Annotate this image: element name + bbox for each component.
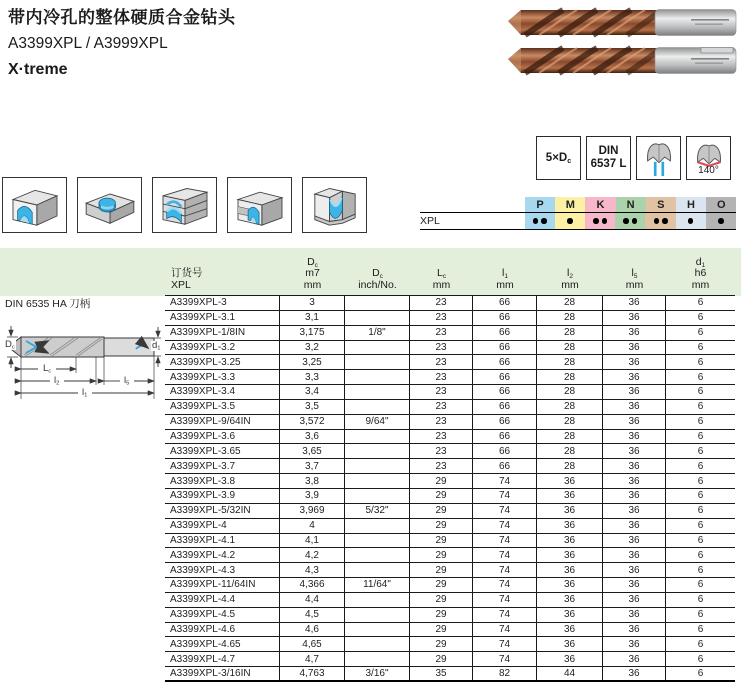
value-cell: 4,366 xyxy=(280,578,345,592)
table-row xyxy=(165,400,735,415)
table-row xyxy=(165,430,735,445)
dim-l1-label: $l_1$ xyxy=(82,387,88,399)
order-number-cell: A3399XPL-3.25 xyxy=(165,355,280,369)
material-suitability-table xyxy=(420,197,736,230)
value-cell: 36 xyxy=(537,637,603,651)
value-cell: 23 xyxy=(410,385,473,399)
value-cell: 3,5 xyxy=(280,400,345,414)
value-cell: 36 xyxy=(603,430,666,444)
value-cell xyxy=(345,444,410,458)
material-letter: N xyxy=(616,197,646,212)
value-cell: 3,175 xyxy=(280,326,345,340)
value-cell: 36 xyxy=(537,474,603,488)
table-row xyxy=(165,370,735,385)
value-cell: 29 xyxy=(410,608,473,622)
value-cell: 82 xyxy=(473,667,537,680)
table-header-row xyxy=(165,248,735,296)
value-cell: 11/64" xyxy=(345,578,410,592)
table-row xyxy=(165,504,735,519)
order-number-cell: A3399XPL-5/32IN xyxy=(165,504,280,518)
value-cell: 6 xyxy=(697,341,704,353)
value-cell: 35 xyxy=(410,667,473,680)
order-number-cell: A3399XPL-3.2 xyxy=(165,341,280,355)
column-header: $d_1$ h6 mm xyxy=(691,255,710,291)
length-ratio-label: $5\times D_c$ xyxy=(545,151,572,165)
order-number-cell: A3399XPL-9/64IN xyxy=(165,415,280,429)
value-cell: 4,5 xyxy=(280,608,345,622)
table-row xyxy=(165,311,735,326)
value-cell: 66 xyxy=(473,400,537,414)
value-cell: 6 xyxy=(697,431,704,443)
value-cell: 6 xyxy=(697,638,704,650)
value-cell: 29 xyxy=(410,563,473,577)
value-cell: 36 xyxy=(537,578,603,592)
order-number-cell: A3399XPL-4.65 xyxy=(165,637,280,651)
value-cell: 4,7 xyxy=(280,652,345,666)
value-cell: 74 xyxy=(473,534,537,548)
value-cell xyxy=(345,385,410,399)
order-number-cell: A3399XPL-3.3 xyxy=(165,370,280,384)
material-letter: H xyxy=(676,197,706,212)
page-title: 带内冷孔的整体硬质合金钻头 xyxy=(8,8,236,27)
table-row xyxy=(165,474,735,489)
value-cell: 29 xyxy=(410,489,473,503)
value-cell: 74 xyxy=(473,474,537,488)
order-number-cell: A3399XPL-4.2 xyxy=(165,548,280,562)
value-cell xyxy=(345,519,410,533)
value-cell: 36 xyxy=(603,548,666,562)
value-cell xyxy=(345,593,410,607)
application-icons xyxy=(2,177,367,233)
value-cell xyxy=(345,474,410,488)
material-dots xyxy=(525,213,736,229)
value-cell: 74 xyxy=(473,593,537,607)
value-cell xyxy=(345,534,410,548)
dim-dc-label: $D_c$ xyxy=(5,339,15,351)
value-cell: 66 xyxy=(473,296,537,310)
order-number-cell: A3399XPL-4.1 xyxy=(165,534,280,548)
value-cell xyxy=(345,623,410,637)
value-cell: 36 xyxy=(603,355,666,369)
table-row xyxy=(165,623,735,638)
feature-badges xyxy=(536,136,731,180)
material-letter: K xyxy=(585,197,615,212)
value-cell xyxy=(345,489,410,503)
value-cell: 23 xyxy=(410,459,473,473)
value-cell: 29 xyxy=(410,504,473,518)
value-cell: 4,65 xyxy=(280,637,345,651)
value-cell xyxy=(345,355,410,369)
material-rating xyxy=(525,213,555,229)
value-cell xyxy=(345,652,410,666)
table-row xyxy=(165,519,735,534)
value-cell: 36 xyxy=(603,608,666,622)
value-cell: 6 xyxy=(697,356,704,368)
value-cell: 3,2 xyxy=(280,341,345,355)
point-angle-badge xyxy=(686,136,731,180)
value-cell: 36 xyxy=(537,563,603,577)
value-cell: 29 xyxy=(410,623,473,637)
value-cell: 36 xyxy=(603,296,666,310)
value-cell xyxy=(345,400,410,414)
value-cell: 74 xyxy=(473,548,537,562)
value-cell: 36 xyxy=(603,370,666,384)
value-cell: 3,1 xyxy=(280,311,345,325)
value-cell: 6 xyxy=(697,549,704,561)
value-cell: 36 xyxy=(603,623,666,637)
value-cell: 29 xyxy=(410,593,473,607)
value-cell: 36 xyxy=(537,534,603,548)
value-cell: 6 xyxy=(697,386,704,398)
value-cell: 3/16" xyxy=(345,667,410,680)
order-number-cell: A3399XPL-1/8IN xyxy=(165,326,280,340)
value-cell: 29 xyxy=(410,548,473,562)
value-cell: 28 xyxy=(537,385,603,399)
material-row-label: XPL xyxy=(420,215,440,227)
material-rating xyxy=(615,213,645,229)
value-cell: 4,6 xyxy=(280,623,345,637)
material-letter: M xyxy=(555,197,585,212)
value-cell: 36 xyxy=(537,623,603,637)
value-cell: 66 xyxy=(473,370,537,384)
value-cell: 36 xyxy=(603,578,666,592)
value-cell: 29 xyxy=(410,578,473,592)
value-cell: 6 xyxy=(697,371,704,383)
value-cell: 6 xyxy=(697,475,704,487)
value-cell: 6 xyxy=(697,534,704,546)
value-cell: 1/8" xyxy=(345,326,410,340)
value-cell: 3,8 xyxy=(280,474,345,488)
value-cell xyxy=(345,370,410,384)
value-cell: 36 xyxy=(537,652,603,666)
value-cell: 23 xyxy=(410,370,473,384)
value-cell: 36 xyxy=(537,504,603,518)
column-header: $l_1$ mm xyxy=(496,267,514,291)
material-rating xyxy=(706,213,736,229)
table-row xyxy=(165,637,735,652)
value-cell xyxy=(345,637,410,651)
value-cell: 3,7 xyxy=(280,459,345,473)
order-number-cell: A3399XPL-3.1 xyxy=(165,311,280,325)
value-cell: 6 xyxy=(697,490,704,502)
value-cell: 6 xyxy=(697,327,704,339)
value-cell: 5/32" xyxy=(345,504,410,518)
value-cell: 28 xyxy=(537,355,603,369)
table-row xyxy=(165,355,735,370)
order-number-cell: A3399XPL-3.6 xyxy=(165,430,280,444)
value-cell: 28 xyxy=(537,296,603,310)
through-hole-icon xyxy=(2,177,67,233)
table-row xyxy=(165,578,735,593)
material-rating-row xyxy=(420,212,736,230)
order-number-cell: A3399XPL-3 xyxy=(165,296,280,310)
value-cell: 74 xyxy=(473,519,537,533)
value-cell: 3,6 xyxy=(280,430,345,444)
value-cell: 36 xyxy=(603,637,666,651)
value-cell: 36 xyxy=(537,608,603,622)
value-cell: 23 xyxy=(410,326,473,340)
value-cell: 36 xyxy=(603,534,666,548)
value-cell: 28 xyxy=(537,400,603,414)
order-number-cell: A3399XPL-3.8 xyxy=(165,474,280,488)
value-cell: 6 xyxy=(697,445,704,457)
order-number-cell: A3399XPL-4.6 xyxy=(165,623,280,637)
convex-surface-icon xyxy=(302,177,367,233)
point-angle-label: 140° xyxy=(698,164,719,176)
value-cell: 36 xyxy=(537,593,603,607)
value-cell xyxy=(345,430,410,444)
value-cell: 36 xyxy=(603,400,666,414)
value-cell: 29 xyxy=(410,652,473,666)
value-cell xyxy=(345,311,410,325)
value-cell: 36 xyxy=(603,474,666,488)
order-number-cell: A3399XPL-4.7 xyxy=(165,652,280,666)
value-cell: 28 xyxy=(537,444,603,458)
value-cell: 28 xyxy=(537,311,603,325)
value-cell: 4,2 xyxy=(280,548,345,562)
value-cell: 6 xyxy=(697,579,704,591)
table-row xyxy=(165,444,735,459)
column-header: $D_c$ inch/No. xyxy=(358,267,397,291)
value-cell: 36 xyxy=(537,519,603,533)
value-cell: 3,25 xyxy=(280,355,345,369)
dim-l2-label: $l_2$ xyxy=(54,375,60,387)
value-cell: 6 xyxy=(697,460,704,472)
value-cell: 6 xyxy=(697,312,704,324)
value-cell: 74 xyxy=(473,652,537,666)
value-cell: 36 xyxy=(603,415,666,429)
material-rating xyxy=(555,213,585,229)
column-header: $D_c$ m7 mm xyxy=(303,255,322,291)
value-cell: 9/64" xyxy=(345,415,410,429)
value-cell: 36 xyxy=(603,593,666,607)
value-cell: 74 xyxy=(473,637,537,651)
table-row xyxy=(165,652,735,667)
value-cell: 3,969 xyxy=(280,504,345,518)
table-row xyxy=(165,459,735,474)
order-number-cell: A3399XPL-3.7 xyxy=(165,459,280,473)
value-cell: 4,763 xyxy=(280,667,345,680)
value-cell: 36 xyxy=(603,311,666,325)
order-number-cell: A3399XPL-3/16IN xyxy=(165,667,280,680)
value-cell: 29 xyxy=(410,519,473,533)
table-row xyxy=(165,534,735,549)
value-cell: 66 xyxy=(473,355,537,369)
value-cell: 66 xyxy=(473,341,537,355)
value-cell: 23 xyxy=(410,444,473,458)
order-number-cell: A3399XPL-3.9 xyxy=(165,489,280,503)
value-cell xyxy=(345,296,410,310)
value-cell: 36 xyxy=(603,326,666,340)
order-number-cell: A3399XPL-3.65 xyxy=(165,444,280,458)
value-cell: 4 xyxy=(280,519,345,533)
material-group-letters xyxy=(525,197,736,212)
column-header: $l_2$ mm xyxy=(561,267,579,291)
value-cell: 36 xyxy=(537,548,603,562)
material-rating xyxy=(645,213,675,229)
value-cell: 28 xyxy=(537,326,603,340)
value-cell: 74 xyxy=(473,578,537,592)
value-cell: 6 xyxy=(697,609,704,621)
table-body xyxy=(165,296,735,682)
material-rating xyxy=(676,213,706,229)
table-row xyxy=(165,608,735,623)
value-cell: 6 xyxy=(697,401,704,413)
material-letter: P xyxy=(525,197,555,212)
value-cell: 36 xyxy=(603,504,666,518)
value-cell: 23 xyxy=(410,400,473,414)
table-row xyxy=(165,489,735,504)
value-cell: 28 xyxy=(537,415,603,429)
value-cell: 28 xyxy=(537,341,603,355)
value-cell: 6 xyxy=(697,520,704,532)
order-number-cell: A3399XPL-4.3 xyxy=(165,563,280,577)
value-cell xyxy=(345,608,410,622)
value-cell: 6 xyxy=(697,594,704,606)
value-cell: 44 xyxy=(537,667,603,680)
value-cell: 36 xyxy=(603,459,666,473)
value-cell xyxy=(345,548,410,562)
order-number-cell: A3399XPL-3.4 xyxy=(165,385,280,399)
din-standard-badge: DIN 6537 L xyxy=(586,136,631,180)
value-cell: 74 xyxy=(473,608,537,622)
value-cell: 66 xyxy=(473,430,537,444)
value-cell: 3,4 xyxy=(280,385,345,399)
column-header: $L_c$ mm xyxy=(432,267,451,291)
value-cell: 6 xyxy=(697,564,704,576)
order-number-cell: A3399XPL-11/64IN xyxy=(165,578,280,592)
value-cell: 6 xyxy=(697,505,704,517)
value-cell: 3,9 xyxy=(280,489,345,503)
order-number-cell: A3399XPL-4 xyxy=(165,519,280,533)
series-name: X·treme xyxy=(8,61,68,78)
table-row xyxy=(165,385,735,400)
table-row xyxy=(165,415,735,430)
value-cell: 3 xyxy=(280,296,345,310)
material-letter: S xyxy=(646,197,676,212)
column-header: $l_5$ mm xyxy=(625,267,644,291)
value-cell: 74 xyxy=(473,489,537,503)
article-codes: A3399XPL / A3999XPL xyxy=(8,35,168,52)
value-cell: 4,1 xyxy=(280,534,345,548)
value-cell xyxy=(345,341,410,355)
value-cell: 66 xyxy=(473,385,537,399)
value-cell: 3,572 xyxy=(280,415,345,429)
stacked-plates-icon xyxy=(152,177,217,233)
value-cell: 23 xyxy=(410,415,473,429)
value-cell: 36 xyxy=(537,489,603,503)
value-cell: 36 xyxy=(603,667,666,680)
dim-d1-label: $d_1$ xyxy=(152,340,161,352)
drill-photo-icon xyxy=(505,6,739,39)
order-number-cell: A3399XPL-3.5 xyxy=(165,400,280,414)
value-cell: 66 xyxy=(473,444,537,458)
value-cell: 66 xyxy=(473,326,537,340)
value-cell: 6 xyxy=(697,668,704,680)
interrupted-cut-icon xyxy=(227,177,292,233)
value-cell: 74 xyxy=(473,623,537,637)
blind-hole-icon xyxy=(77,177,142,233)
value-cell: 66 xyxy=(473,311,537,325)
material-rating xyxy=(585,213,615,229)
value-cell: 28 xyxy=(537,370,603,384)
value-cell: 66 xyxy=(473,459,537,473)
value-cell: 3,65 xyxy=(280,444,345,458)
dim-l5-label: $l_5$ xyxy=(124,375,130,387)
table-row xyxy=(165,548,735,563)
order-number-cell: A3399XPL-4.5 xyxy=(165,608,280,622)
material-letter: O xyxy=(706,197,736,212)
shank-note: DIN 6535 HA 刀柄 xyxy=(5,298,91,310)
value-cell: 6 xyxy=(697,297,704,309)
value-cell: 4,4 xyxy=(280,593,345,607)
value-cell: 74 xyxy=(473,563,537,577)
value-cell: 6 xyxy=(697,416,704,428)
value-cell: 28 xyxy=(537,430,603,444)
coolant-drill-point-icon xyxy=(636,136,681,180)
value-cell xyxy=(345,563,410,577)
value-cell: 36 xyxy=(603,444,666,458)
table-row xyxy=(165,296,735,311)
table-row xyxy=(165,593,735,608)
value-cell: 36 xyxy=(603,385,666,399)
value-cell: 6 xyxy=(697,653,704,665)
dim-lc-label: $L_c$ xyxy=(43,363,52,375)
order-number-cell: A3399XPL-4.4 xyxy=(165,593,280,607)
value-cell: 23 xyxy=(410,355,473,369)
value-cell: 66 xyxy=(473,415,537,429)
value-cell: 29 xyxy=(410,474,473,488)
value-cell: 36 xyxy=(603,652,666,666)
value-cell: 4,3 xyxy=(280,563,345,577)
value-cell: 23 xyxy=(410,341,473,355)
value-cell: 28 xyxy=(537,459,603,473)
value-cell: 36 xyxy=(603,489,666,503)
length-ratio-badge xyxy=(536,136,581,180)
drill-photo-icon xyxy=(505,44,739,77)
value-cell: 36 xyxy=(603,341,666,355)
value-cell: 74 xyxy=(473,504,537,518)
dimension-drawing xyxy=(4,311,164,406)
title-block xyxy=(8,5,236,83)
value-cell: 23 xyxy=(410,430,473,444)
value-cell: 29 xyxy=(410,637,473,651)
value-cell: 23 xyxy=(410,296,473,310)
value-cell: 29 xyxy=(410,534,473,548)
table-row xyxy=(165,667,735,682)
column-header: 订货号 XPL xyxy=(171,267,203,291)
table-row xyxy=(165,563,735,578)
value-cell: 23 xyxy=(410,311,473,325)
value-cell: 36 xyxy=(603,519,666,533)
value-cell: 6 xyxy=(697,623,704,635)
table-row xyxy=(165,326,735,341)
value-cell xyxy=(345,459,410,473)
table-row xyxy=(165,341,735,356)
value-cell: 36 xyxy=(603,563,666,577)
value-cell: 3,3 xyxy=(280,370,345,384)
